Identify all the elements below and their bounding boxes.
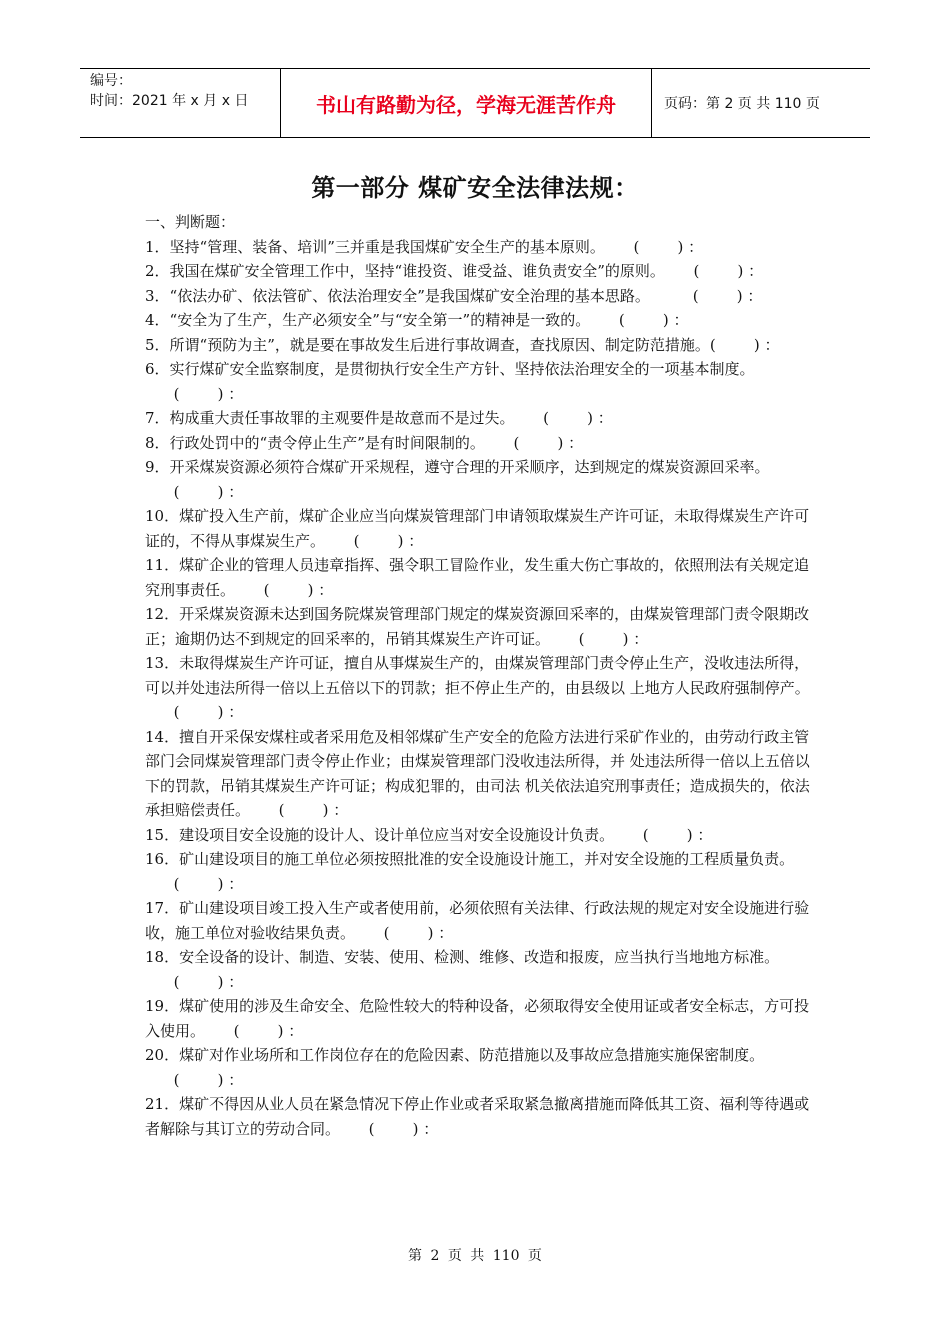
question-text: 21．煤矿不得因从业人员在紧急情况下停止作业或者采取紧急撤离措施而降低其工资、福利等待遇或者解除与其订立的劳动合同。: [145, 1095, 810, 1138]
section-heading: 一、判断题：: [145, 213, 236, 231]
question-item: [145, 651, 810, 725]
question-text: 6．实行煤矿安全监察制度，是贯彻执行安全生产方针、坚持依法治理安全的一项基本制度。: [145, 360, 755, 378]
question-text: 14．擅自开采保安煤柱或者采用危及相邻煤矿生产安全的危险方法进行采矿作业的，由劳动行政主管部门会同煤炭管理部门责令停止作业；由煤炭管理部门没收违法所得，并 处违法所得一倍以上五倍以下的罚款，吊销其煤炭生产许可证；构成犯罪的，由司法 机关依法追究刑事责任；造成损失的，依法承担赔偿责任。: [145, 727, 810, 819]
question-item: [145, 847, 810, 896]
document-number-label: 编号：: [90, 73, 132, 89]
question-text: 9．开采煤炭资源必须符合煤矿开采规程，遵守合理的开采顺序，达到规定的煤炭资源回采率。: [145, 458, 770, 476]
question-text: 11．煤矿企业的管理人员违章指挥、强令职工冒险作业，发生重大伤亡事故的，依照刑法有关规定追究刑事责任。: [145, 556, 810, 599]
answer-blank[interactable]: ( ) ：: [649, 286, 763, 305]
question-item: [145, 431, 810, 456]
answer-blank[interactable]: ( ) ：: [325, 531, 424, 550]
question-item: [145, 994, 810, 1043]
question-item: [145, 235, 810, 260]
answer-blank[interactable]: ( ) ：: [145, 703, 244, 721]
page-footer: 第 2 页 共 110 页: [408, 1248, 542, 1264]
answer-blank[interactable]: ( ) ：: [340, 1119, 439, 1138]
answer-blank[interactable]: ( ) ：: [145, 1070, 244, 1089]
answer-blank[interactable]: ( ) ：: [145, 972, 244, 991]
answer-blank[interactable]: ( ) ：: [664, 262, 764, 280]
question-item: [145, 945, 810, 994]
question-item: [145, 504, 810, 553]
question-item: [145, 308, 810, 333]
question-text: 13．未取得煤炭生产许可证，擅自从事煤炭生产的，由煤炭管理部门责令停止生产，没收违法所得，可以并处违法所得一倍以上五倍以下的罚款；拒不停止生产的，由县级以 上地方人民政府强制停产。: [145, 654, 810, 697]
question-text: 2．我国在煤矿安全管理工作中，坚持“谁投资、谁受益、谁负责安全”的原则。: [145, 262, 665, 280]
document-title: 第一部分 煤矿安全法律法规：: [311, 173, 639, 202]
question-text: 10．煤矿投入生产前，煤矿企业应当向煤炭管理部门申请领取煤炭生产许可证，未取得煤炭生产许可证的，不得从事煤炭生产。: [145, 507, 810, 550]
question-item: [145, 406, 810, 431]
question-text: 3．“依法办矿、依法管矿、依法治理安全”是我国煤矿安全治理的基本思路。: [145, 286, 650, 305]
question-item: [145, 602, 810, 651]
question-item: [145, 357, 810, 406]
answer-blank[interactable]: ( ) ：: [250, 801, 349, 819]
question-text: 8．行政处罚中的“责令停止生产”是有时间限制的。: [145, 433, 485, 452]
question-item: [145, 1043, 810, 1092]
answer-blank[interactable]: ( ) ：: [514, 409, 613, 427]
answer-blank[interactable]: ( ) ：: [604, 237, 704, 256]
question-item: [145, 333, 810, 358]
answer-blank[interactable]: ( ) ：: [355, 923, 454, 942]
answer-blank[interactable]: ( ) ：: [235, 580, 334, 599]
question-item: [145, 284, 810, 309]
header-page-number: 页码：第 2 页 共 110 页: [664, 96, 820, 112]
questions-container: [145, 235, 810, 1142]
question-item: [145, 455, 810, 504]
question-item: [145, 725, 810, 823]
question-text: 18．安全设备的设计、制造、安装、使用、检测、维修、改造和报废，应当执行当地地方标准。: [145, 948, 780, 966]
page-header: [80, 68, 870, 138]
question-text: 4．“安全为了生产，生产必须安全”与“安全第一”的精神是一致的。: [145, 311, 591, 329]
question-text: 16．矿山建设项目的施工单位必须按照批准的安全设施设计施工，并对安全设施的工程质量负责。: [145, 850, 795, 868]
question-list: [145, 210, 810, 1141]
answer-blank[interactable]: ( ) ：: [145, 384, 244, 403]
question-item: [145, 1092, 810, 1141]
question-text: 12．开采煤炭资源未达到国务院煤炭管理部门规定的煤炭资源回采率的，由煤炭管理部门责令限期改正；逾期仍达不到规定的回采率的，吊销其煤炭生产许可证。: [145, 605, 810, 648]
question-text: 15．建设项目安全设施的设计人、设计单位应当对安全设施设计负责。: [145, 825, 615, 844]
answer-blank[interactable]: ( ) ：: [709, 335, 780, 354]
question-item: [145, 823, 810, 848]
answer-blank[interactable]: ( ) ：: [145, 482, 244, 501]
answer-blank[interactable]: ( ) ：: [614, 825, 713, 844]
question-item: [145, 896, 810, 945]
answer-blank[interactable]: ( ) ：: [550, 629, 649, 648]
header-motto-cell: [280, 69, 652, 137]
question-item: [145, 259, 810, 284]
question-text: 7．构成重大责任事故罪的主观要件是故意而不是过失。: [145, 409, 515, 427]
answer-blank[interactable]: ( ) ：: [590, 311, 689, 329]
question-item: [145, 553, 810, 602]
answer-blank[interactable]: ( ) ：: [205, 1021, 304, 1040]
answer-blank[interactable]: ( ) ：: [484, 433, 584, 452]
document-date: 时间：2021 年 x 月 x 日: [90, 93, 249, 109]
question-text: 19．煤矿使用的涉及生命安全、危险性较大的特种设备，必须取得安全使用证或者安全标志，方可投入使用。: [145, 997, 810, 1040]
question-text: 17．矿山建设项目竣工投入生产或者使用前，必须依照有关法律、行政法规的规定对安全设施进行验收，施工单位对验收结果负责。: [145, 899, 810, 942]
question-text: 5．所谓“预防为主”，就是要在事故发生后进行事故调查，查找原因、制定防范措施。: [145, 335, 710, 354]
answer-blank[interactable]: ( ) ：: [145, 874, 244, 893]
question-text: 20．煤矿对作业场所和工作岗位存在的危险因素、防范措施以及事故应急措施实施保密制度。: [145, 1046, 765, 1064]
header-motto: 书山有路勤为径，学海无涯苦作舟: [316, 92, 616, 117]
question-text: 1．坚持“管理、装备、培训”三并重是我国煤矿安全生产的基本原则。: [145, 237, 605, 256]
header-meta: [80, 69, 280, 137]
